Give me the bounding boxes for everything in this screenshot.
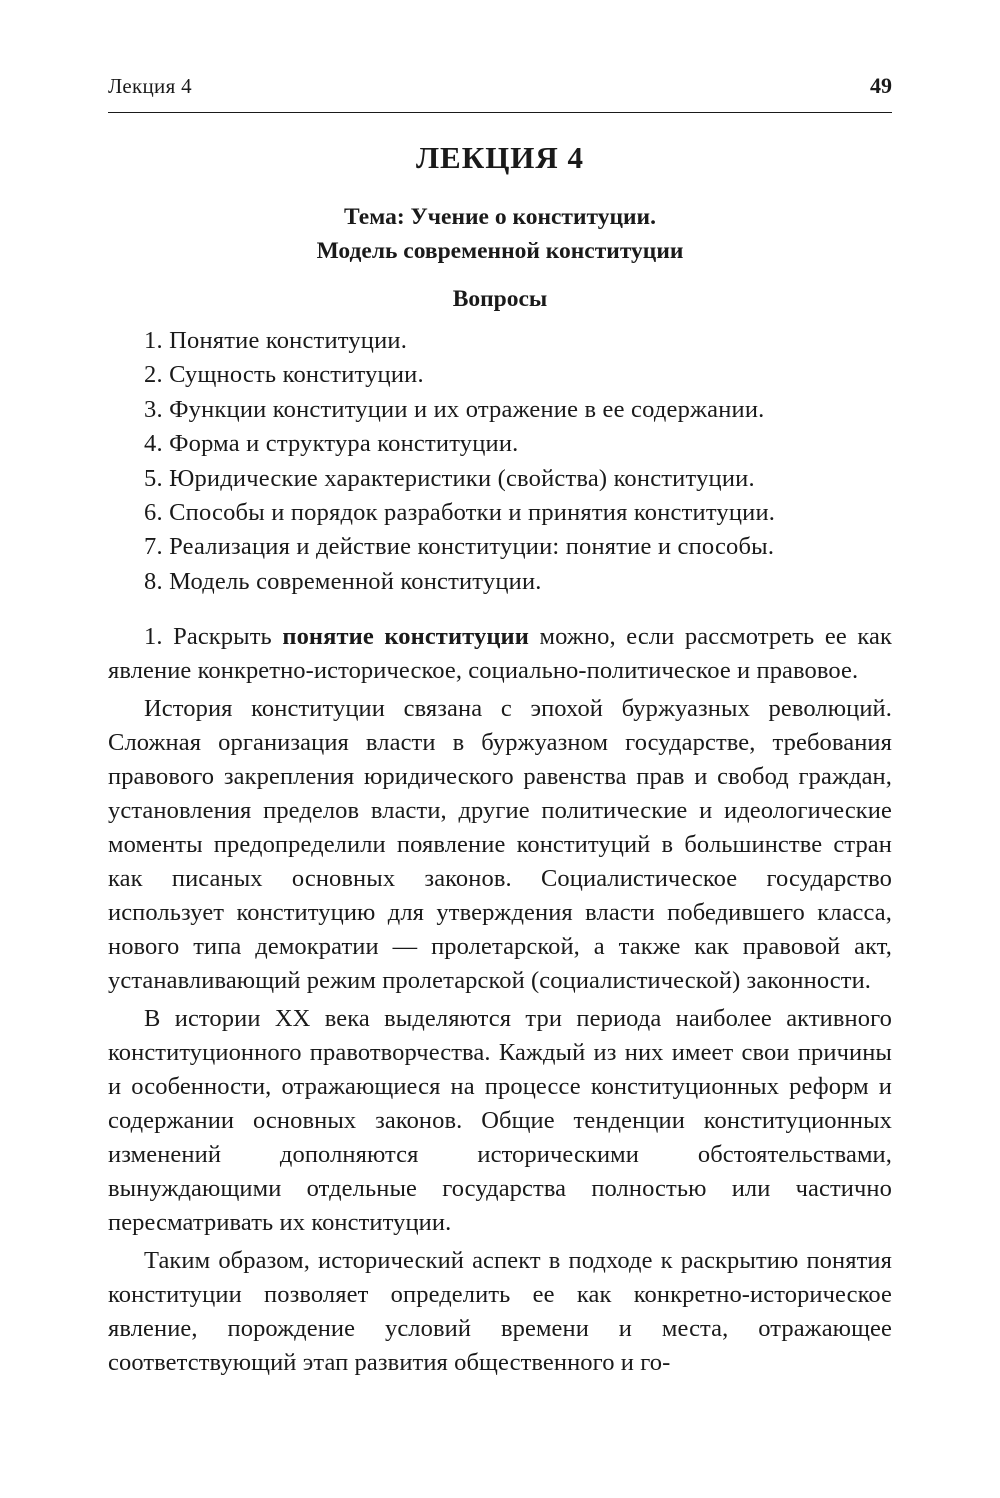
question-item: 3. Функции конституции и их отражение в ее содержании. xyxy=(144,395,765,423)
term-concept-of-constitution: понятие конституции xyxy=(282,623,529,650)
paragraph-3: В истории XX века выделяются три периода наиболее активного конституционного правотворчества. Каждый из них имеет свои причины и особенности, отражающиеся на процессе конституционных реформ и содержании основных законов. Общие тенденции конституционных изменений дополняются историческими обстоятельствами, вынуждающими отдельные государства полностью или частично пересматривать их конституции. xyxy=(108,1005,892,1236)
body-text xyxy=(108,620,892,1384)
header-rule xyxy=(108,112,892,113)
running-head xyxy=(108,74,892,114)
topic-line-1: Тема: Учение о конституции. xyxy=(344,204,656,230)
page-number: 49 xyxy=(870,73,892,98)
paragraph-1 xyxy=(108,620,892,688)
question-item: 1. Понятие конституции. xyxy=(144,327,408,354)
topic-line-2: Модель современной конституции xyxy=(316,238,684,264)
question-item: 8. Модель современной конституции. xyxy=(144,567,542,595)
paragraph-2: История конституции связана с эпохой буржуазных революций. Сложная организация власти в буржуазном государстве, требования правового закрепления юридического равенства прав и свобод граждан, установления пределов власти, другие политические и идеологические моменты предопределили появление конституций в большинстве стран как писаных основных законов. Социалистическое государство использует конституцию для утверждения власти победившего класса, нового типа демократии — пролетарской, а также как правовой акт, устанавливающий режим пролетарской (социалистической) законности. xyxy=(108,695,892,994)
lecture-title: ЛЕКЦИЯ 4 xyxy=(415,140,585,175)
paragraph-1-rest: можно, если рассмотреть ее как явление конкретно-историческое, социально-политическое и правовое. xyxy=(108,623,892,684)
question-item: 7. Реализация и действие конституции: понятие и способы. xyxy=(144,533,775,561)
question-item: 4. Форма и структура конституции. xyxy=(144,430,519,458)
topic-heading xyxy=(0,200,1000,268)
paragraph-1-lead: 1. Раскрыть xyxy=(144,623,283,650)
questions-heading: Вопросы xyxy=(452,286,548,312)
paragraph-4: Таким образом, исторический аспект в подходе к раскрытию понятия конституции позволяет определить ее как конкретно-историческое явление, порождение условий времени и места, отражающее соответствующий этап развития общественного и го- xyxy=(108,1247,892,1376)
question-item: 5. Юридические характеристики (свойства) конституции. xyxy=(144,464,755,492)
questions-list xyxy=(144,324,904,599)
question-item: 2. Сущность конституции. xyxy=(144,361,424,389)
running-head-title: Лекция 4 xyxy=(108,74,192,98)
question-item: 6. Способы и порядок разработки и принятия конституции. xyxy=(144,499,776,527)
